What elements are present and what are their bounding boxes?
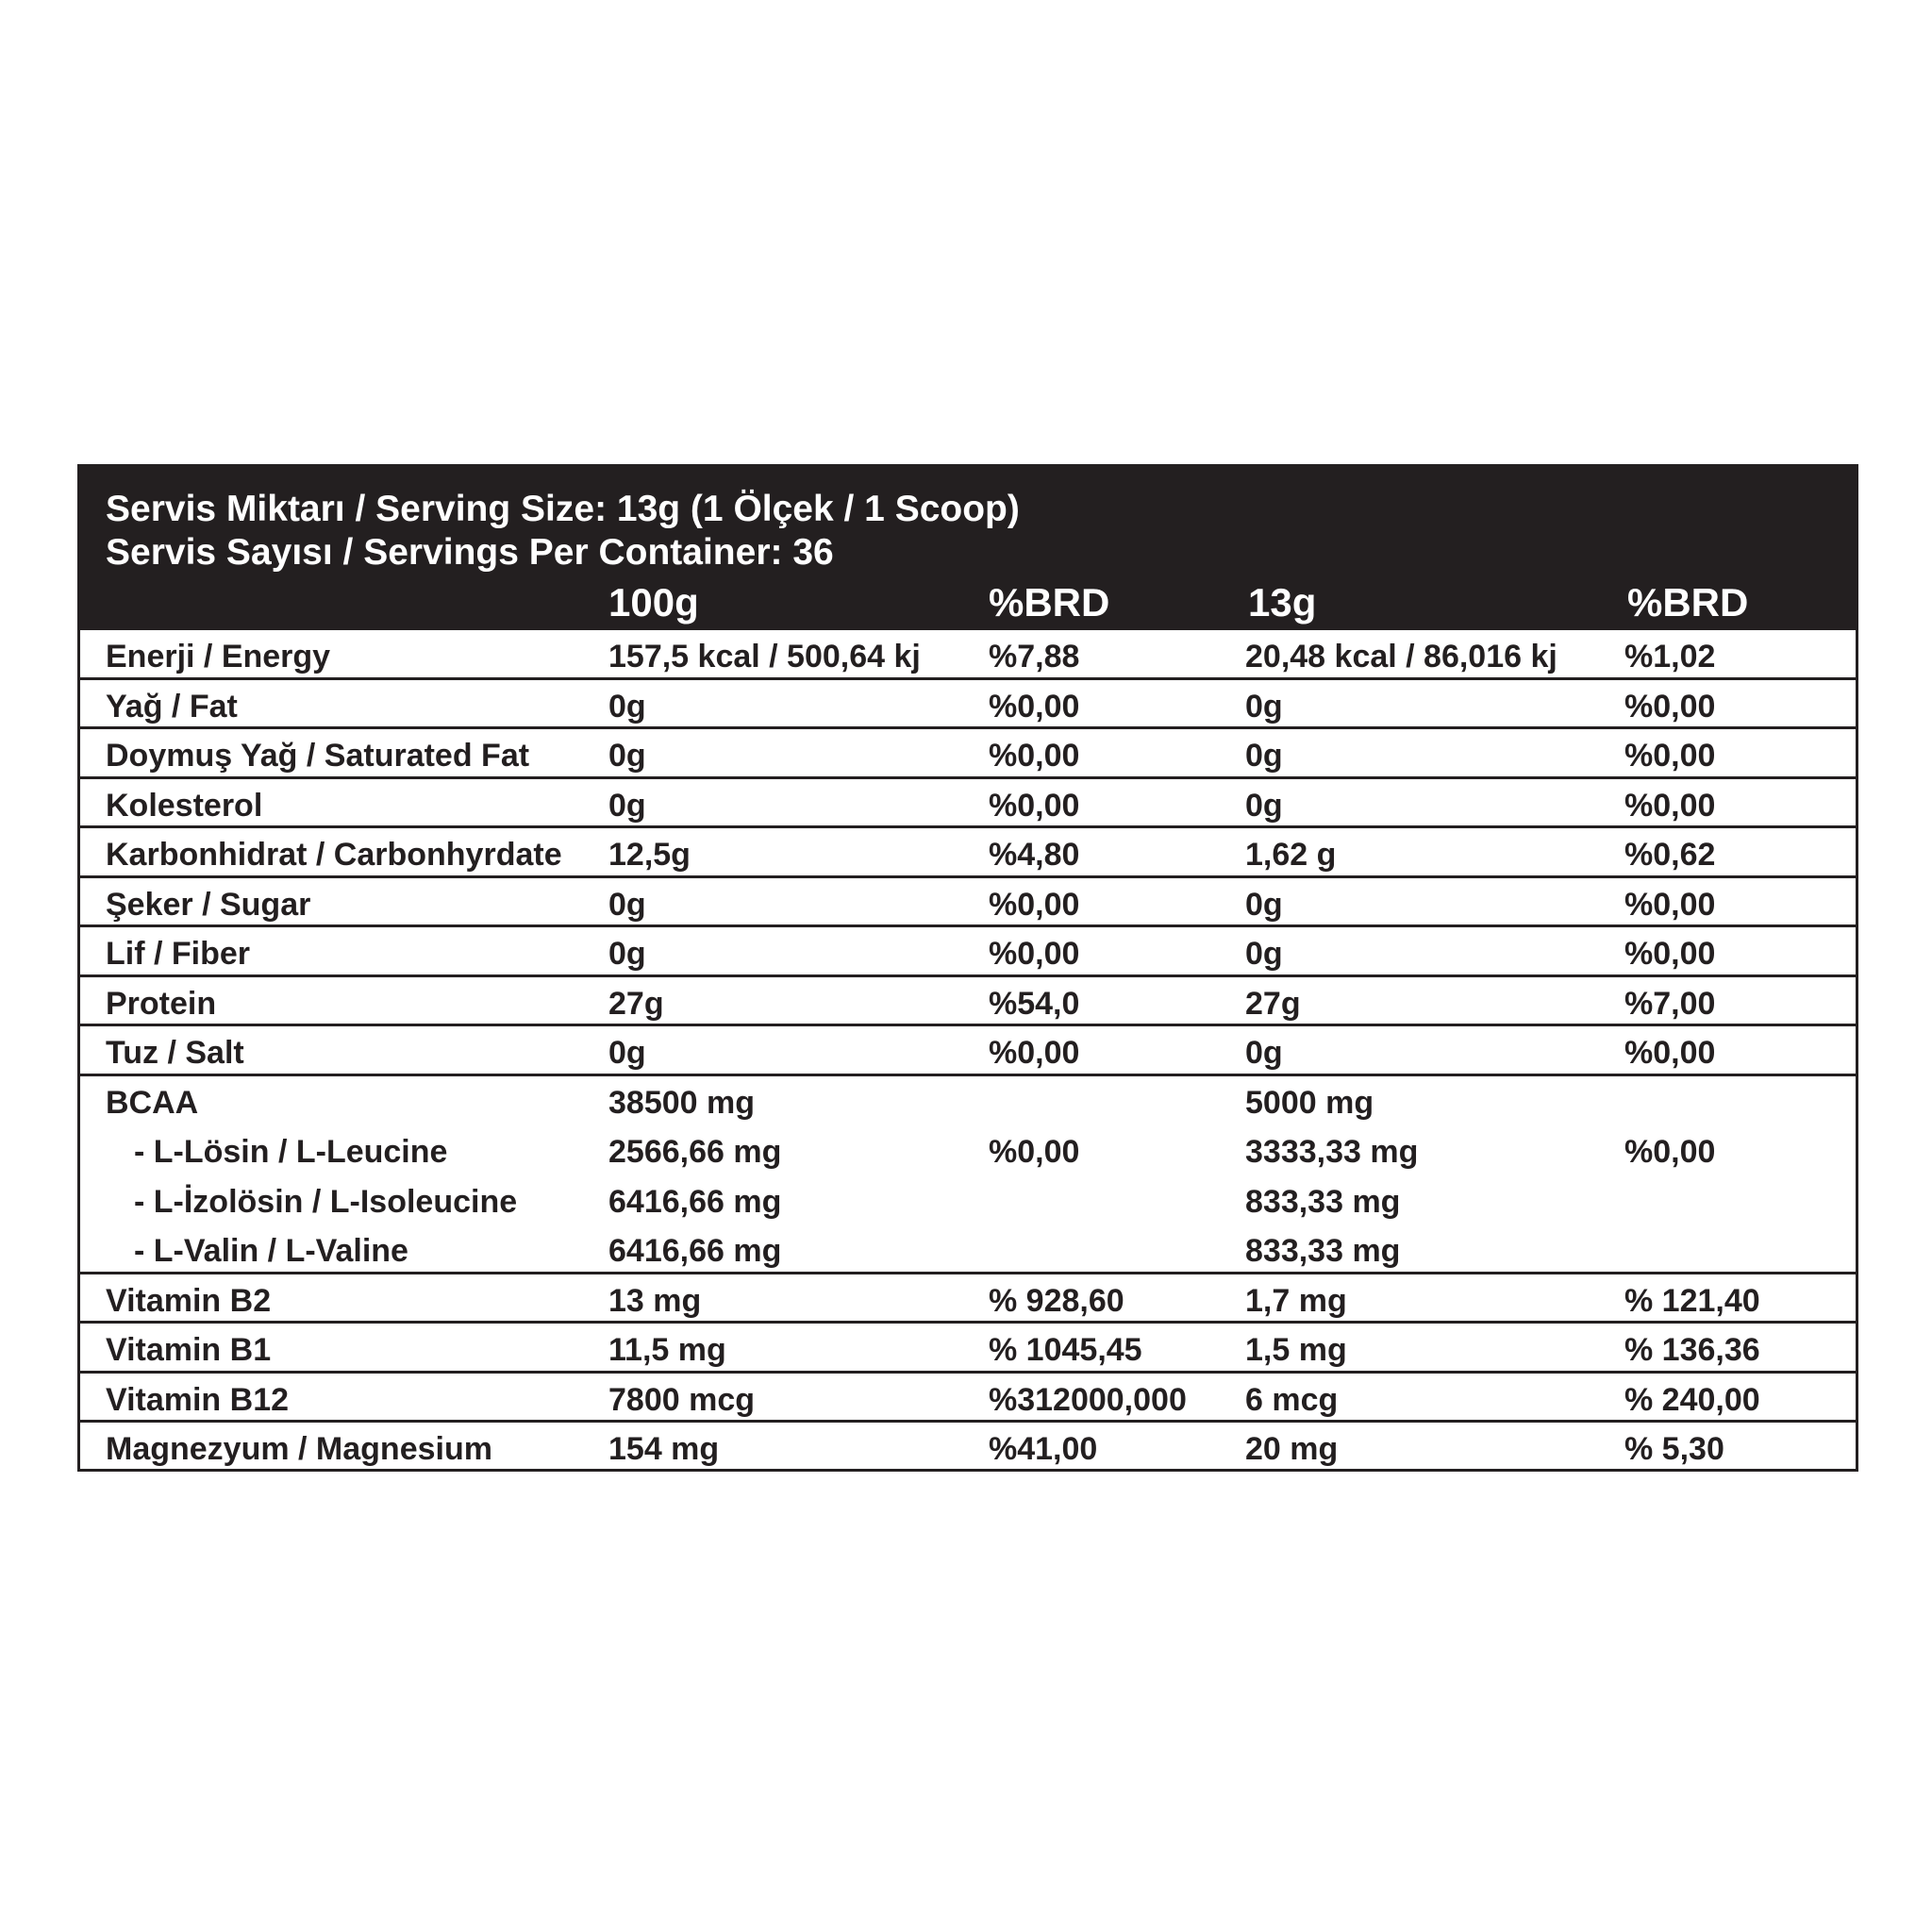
brd-per-serving: % 240,00 [1624,1381,1760,1418]
amount-per-serving: 20,48 kcal / 86,016 kj [1245,639,1557,675]
table-row [80,1423,1856,1473]
table-row [80,1324,1856,1374]
amount-per-serving: 0g [1245,787,1283,824]
amount-per-100g: 0g [608,738,646,774]
amount-per-100g: 27g [608,985,664,1022]
brd-per-100g: %312000,000 [989,1381,1187,1418]
brd-per-serving: % 121,40 [1624,1282,1760,1319]
table-row [80,977,1856,1027]
nutrient-name: Protein [106,985,217,1022]
amount-per-100g: 0g [608,787,646,824]
brd-per-100g: %0,00 [989,936,1080,972]
amount-per-serving: 0g [1245,1035,1283,1071]
brd-per-100g: %0,00 [989,1035,1080,1071]
bcaa-brd-per-serving: %0,00 [1624,1133,1716,1170]
brd-per-100g: %41,00 [989,1431,1098,1467]
amount-per-serving: 6 mcg [1245,1381,1339,1418]
bcaa-amount-per-serving: 5000 mg [1245,1084,1374,1121]
valine-per-serving: 833,33 mg [1245,1232,1401,1269]
amount-per-100g: 0g [608,688,646,724]
servings-per-container-text: Servis Sayısı / Servings Per Container: 36 [106,532,834,573]
column-header-brd-100g: %BRD [989,580,1110,625]
nutrition-facts-table [77,464,1858,1472]
bcaa-brd-per-100g: %0,00 [989,1133,1080,1170]
amount-per-100g: 0g [608,936,646,972]
brd-per-serving: %0,00 [1624,936,1716,972]
brd-per-serving: % 136,36 [1624,1332,1760,1368]
isoleucine-per-100g: 6416,66 mg [608,1183,782,1220]
amount-per-100g: 12,5g [608,837,691,873]
table-row [80,779,1856,829]
table-row [80,878,1856,928]
brd-per-100g: % 1045,45 [989,1332,1142,1368]
nutrient-name: Magnezyum / Magnesium [106,1431,492,1467]
brd-per-100g: %0,00 [989,738,1080,774]
nutrient-name: Şeker / Sugar [106,886,311,923]
nutrient-name: Vitamin B1 [106,1332,272,1368]
amount-per-serving: 27g [1245,985,1301,1022]
valine-per-100g: 6416,66 mg [608,1232,782,1269]
table-row [80,927,1856,977]
nutrient-name: Tuz / Salt [106,1035,244,1071]
amount-per-serving: 1,62 g [1245,837,1337,873]
nutrient-name: Doymuş Yağ / Saturated Fat [106,738,530,774]
bcaa-amount-per-100g: 38500 mg [608,1084,755,1121]
amount-per-100g: 13 mg [608,1282,702,1319]
brd-per-100g: %54,0 [989,985,1080,1022]
amount-per-100g: 154 mg [608,1431,720,1467]
table-row [80,630,1856,680]
brd-per-100g: %7,88 [989,639,1080,675]
column-header-brd-13g: %BRD [1627,580,1749,625]
column-header-100g: 100g [608,580,699,625]
brd-per-serving: %0,00 [1624,787,1716,824]
nutrient-name: Enerji / Energy [106,639,331,675]
amount-per-100g: 11,5 mg [608,1332,726,1368]
brd-per-100g: %0,00 [989,688,1080,724]
brd-per-serving: %1,02 [1624,639,1716,675]
amount-per-serving: 20 mg [1245,1431,1339,1467]
bcaa-group-row [80,1076,1856,1274]
column-header-13g: 13g [1248,580,1317,625]
brd-per-serving: %7,00 [1624,985,1716,1022]
amount-per-serving: 1,7 mg [1245,1282,1347,1319]
amount-per-100g: 0g [608,886,646,923]
valine-name: - L-Valin / L-Valine [134,1232,408,1269]
brd-per-serving: %0,00 [1624,886,1716,923]
table-row [80,680,1856,730]
brd-per-serving: % 5,30 [1624,1431,1724,1467]
amount-per-serving: 1,5 mg [1245,1332,1347,1368]
table-row [80,1026,1856,1076]
amount-per-100g: 157,5 kcal / 500,64 kj [608,639,921,675]
brd-per-serving: %0,00 [1624,738,1716,774]
brd-per-serving: %0,00 [1624,1035,1716,1071]
table-row [80,729,1856,779]
leucine-per-100g: 2566,66 mg [608,1133,782,1170]
table-row [80,1374,1856,1424]
nutrient-name: Yağ / Fat [106,688,238,724]
isoleucine-per-serving: 833,33 mg [1245,1183,1401,1220]
amount-per-serving: 0g [1245,936,1283,972]
nutrient-name: Kolesterol [106,787,263,824]
nutrient-name: Karbonhidrat / Carbonhyrdate [106,837,562,873]
amount-per-serving: 0g [1245,738,1283,774]
table-row [80,1274,1856,1324]
nutrient-rows [80,630,1856,1473]
nutrient-name: Vitamin B2 [106,1282,272,1319]
leucine-per-serving: 3333,33 mg [1245,1133,1419,1170]
amount-per-serving: 0g [1245,886,1283,923]
nutrient-name: Lif / Fiber [106,936,250,972]
amount-per-serving: 0g [1245,688,1283,724]
brd-per-serving: %0,62 [1624,837,1716,873]
serving-size-text: Servis Miktarı / Serving Size: 13g (1 Ölçek / 1 Scoop) [106,489,1020,529]
amount-per-100g: 7800 mcg [608,1381,755,1418]
bcaa-name: BCAA [106,1084,199,1121]
table-header [80,467,1856,630]
brd-per-100g: %0,00 [989,787,1080,824]
isoleucine-name: - L-İzolösin / L-Isoleucine [134,1183,518,1220]
table-row [80,828,1856,878]
leucine-name: - L-Lösin / L-Leucine [134,1133,448,1170]
amount-per-100g: 0g [608,1035,646,1071]
brd-per-100g: % 928,60 [989,1282,1124,1319]
brd-per-100g: %4,80 [989,837,1080,873]
brd-per-serving: %0,00 [1624,688,1716,724]
nutrient-name: Vitamin B12 [106,1381,290,1418]
brd-per-100g: %0,00 [989,886,1080,923]
